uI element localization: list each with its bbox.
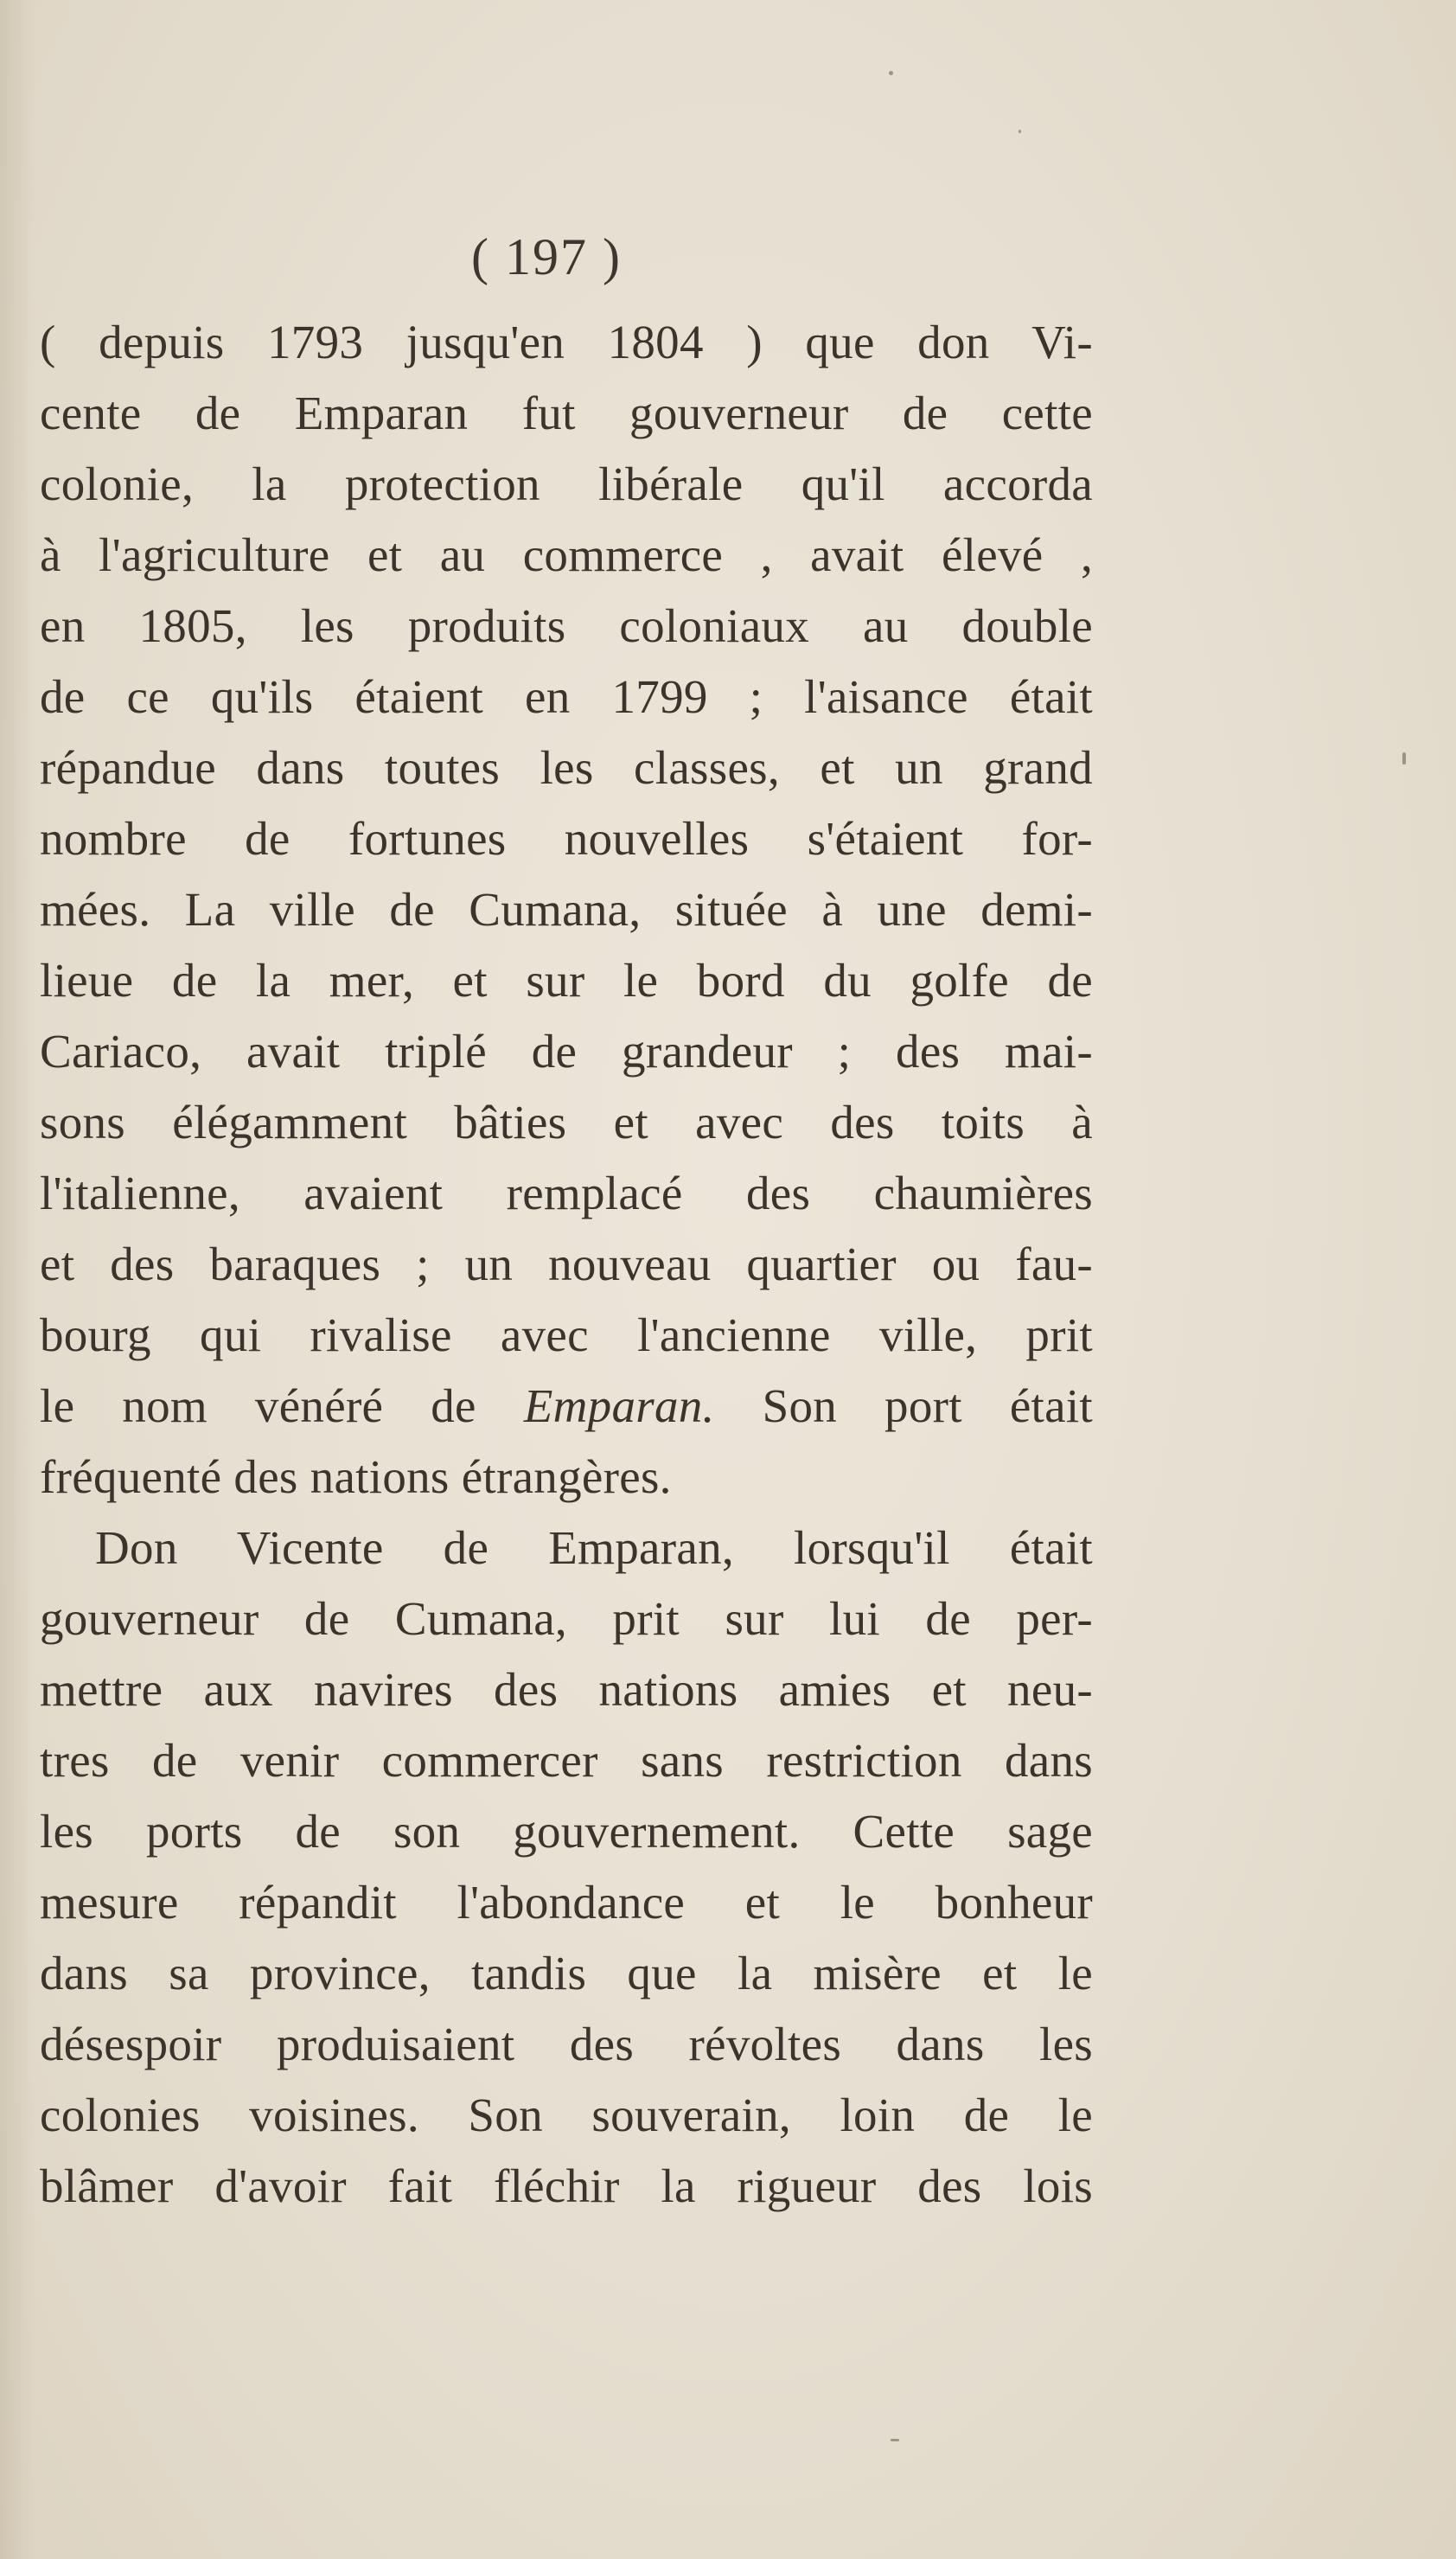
page-edge-shadow [0,0,35,2559]
text-line: mesure répandit l'abondance et le bonheur [40,1876,1093,1929]
text-line-with-italic [40,1371,1093,1442]
text-line: Cariaco, avait triplé de grandeur ; des mai- [40,1025,1093,1078]
italic-name: Emparan. [523,1379,715,1432]
paper-speck [889,71,893,75]
text-line-indented: Don Vicente de Emparan, lorsqu'il était [95,1521,1093,1574]
text-line: répandue dans toutes les classes, et un grand [40,741,1093,794]
text-line: l'italienne, avaient remplacé des chaumières [40,1167,1093,1219]
text-line: et des baraques ; un nouveau quartier ou fau- [40,1238,1093,1290]
text-line: désespoir produisaient des révoltes dans les [40,2018,1093,2070]
text-line-last: fréquenté des nations étrangères. [40,1450,672,1503]
paragraph-2 [40,1513,1093,2222]
text-line: de ce qu'ils étaient en 1799 ; l'aisance était [40,670,1093,723]
text-line: ( depuis 1793 jusqu'en 1804 ) que don Vi- [40,316,1093,368]
text-line: colonie, la protection libérale qu'il accorda [40,457,1093,510]
text-line: nombre de fortunes nouvelles s'étaient for- [40,812,1093,865]
text-line: mées. La ville de Cumana, située à une demi- [40,883,1093,936]
text-line: gouverneur de Cumana, prit sur lui de per- [40,1592,1093,1645]
text-line: cente de Emparan fut gouverneur de cette [40,387,1093,439]
text-line: colonies voisines. Son souverain, loin de le [40,2089,1093,2141]
page-number: ( 197 ) [471,228,622,285]
body-text [40,307,1093,2222]
paragraph-1 [40,307,1093,1513]
paper-speck [1019,130,1021,133]
text-line: en 1805, les produits coloniaux au double [40,599,1093,652]
text-line: blâmer d'avoir fait fléchir la rigueur des lois [40,2159,1093,2212]
text-line: dans sa province, tandis que la misère et le [40,1947,1093,1999]
text-line: lieue de la mer, et sur le bord du golfe de [40,954,1093,1007]
text-line: les ports de son gouvernement. Cette sage [40,1805,1093,1858]
text-line: mettre aux navires des nations amies et neu- [40,1663,1093,1716]
paper-speck [891,2439,899,2441]
paper-speck [1402,752,1406,765]
text-segment: Son port était [714,1379,1093,1432]
text-line: tres de venir commercer sans restriction dans [40,1734,1093,1787]
text-line: à l'agriculture et au commerce , avait élevé , [40,528,1093,581]
text-line: bourg qui rivalise avec l'ancienne ville, prit [40,1308,1093,1361]
text-line: sons élégamment bâties et avec des toits à [40,1096,1093,1148]
text-segment: le nom vénéré de [40,1379,524,1432]
